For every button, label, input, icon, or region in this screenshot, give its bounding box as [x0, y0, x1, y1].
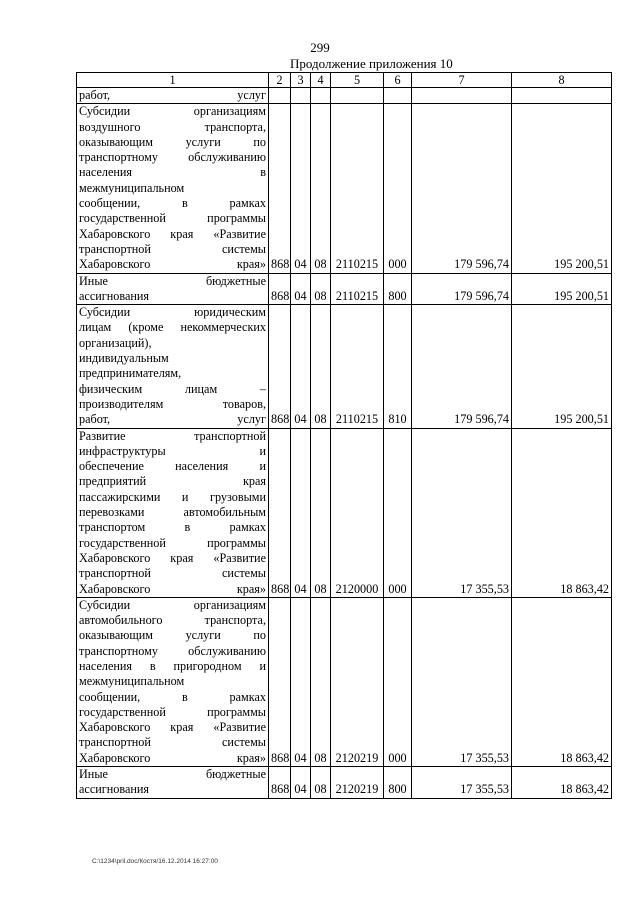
amount-2015-cell: 17 355,53 — [412, 767, 512, 799]
expense-type-cell: 000 — [384, 428, 412, 597]
item-name-line: ассигнования — [79, 288, 150, 303]
item-name-line: транспортной системы — [79, 241, 266, 256]
item-name-line: Иные бюджетные — [79, 767, 266, 782]
item-name-line: Развитие транспортной — [79, 428, 266, 443]
table-row — [77, 273, 612, 305]
table-row — [77, 767, 612, 799]
section-cell: 04 — [291, 273, 311, 305]
item-name-line: сообщении, в рамках — [79, 689, 266, 704]
section-cell: 04 — [291, 104, 311, 273]
amount-2016-cell: 195 200,51 — [512, 273, 612, 305]
item-name-line: государственной программы — [79, 535, 266, 550]
admin-code-cell: 868 — [269, 305, 291, 428]
subsection-cell: 08 — [311, 428, 331, 597]
item-name-cell — [77, 104, 269, 273]
section-cell: 04 — [291, 305, 311, 428]
item-name-line: ассигнования — [79, 782, 150, 797]
item-name-line: лицам (кроме некоммерческих — [79, 320, 266, 335]
item-name-line: предприятий края — [79, 474, 266, 489]
table-row — [77, 428, 612, 597]
item-name-line: оказывающим услуги по — [79, 628, 266, 643]
column-header: 4 — [311, 73, 331, 88]
target-article-cell: 2120000 — [331, 428, 384, 597]
admin-code-cell: 868 — [269, 597, 291, 766]
item-name-line: сообщении, в рамках — [79, 196, 266, 211]
amount-2016-cell: 195 200,51 — [512, 305, 612, 428]
amount-2016-cell — [512, 88, 612, 104]
item-name-line: Хабаровского края «Развитие — [79, 720, 266, 735]
item-name-line: воздушного транспорта, — [79, 119, 266, 134]
admin-code-cell: 868 — [269, 428, 291, 597]
subsection-cell: 08 — [311, 597, 331, 766]
amount-2015-cell — [412, 88, 512, 104]
subsection-cell: 08 — [311, 305, 331, 428]
item-name-line: автомобильного транспорта, — [79, 613, 266, 628]
item-name-cell — [77, 88, 269, 104]
header-row — [77, 73, 612, 88]
item-name-cell — [77, 428, 269, 597]
item-name-cell — [77, 597, 269, 766]
item-name-line: транспортной системы — [79, 566, 266, 581]
table-row — [77, 305, 612, 428]
admin-code-cell: 868 — [269, 767, 291, 799]
item-name-line: Хабаровского края» — [79, 581, 266, 596]
item-name-line: пассажирскими и грузовыми — [79, 489, 266, 504]
item-name-cell — [77, 273, 269, 305]
item-name-line: перевозками автомобильным — [79, 505, 266, 520]
column-header: 2 — [269, 73, 291, 88]
item-name-line: физическим лицам – — [79, 381, 266, 396]
target-article-cell — [331, 88, 384, 104]
item-name-line: Хабаровского края «Развитие — [79, 550, 266, 565]
expense-type-cell: 800 — [384, 273, 412, 305]
section-cell — [291, 88, 311, 104]
amount-2015-cell: 17 355,53 — [412, 428, 512, 597]
item-name-line: Субсидии юридическим — [79, 305, 266, 320]
expense-type-cell: 000 — [384, 104, 412, 273]
item-name-line: обеспечение населения и — [79, 459, 266, 474]
item-name-line: межмуниципальном — [79, 180, 185, 195]
amount-2015-cell: 179 596,74 — [412, 104, 512, 273]
item-name-line: Хабаровского края» — [79, 750, 266, 765]
amount-2015-cell: 179 596,74 — [412, 305, 512, 428]
item-name-cell — [77, 305, 269, 428]
table-row — [77, 88, 612, 104]
section-cell: 04 — [291, 597, 311, 766]
column-header: 7 — [412, 73, 512, 88]
section-cell: 04 — [291, 428, 311, 597]
item-name-line: населения в — [79, 165, 266, 180]
continuation-caption: Продолжение приложения 10 — [290, 56, 453, 71]
item-name-line: населения в пригородном и — [79, 658, 266, 673]
item-name-line: индивидуальным — [79, 351, 169, 366]
item-name-line: транспортному обслуживанию — [79, 643, 266, 658]
item-name-line: транспортом в рамках — [79, 520, 266, 535]
table-row — [77, 104, 612, 273]
item-name-line: инфраструктуры и — [79, 443, 266, 458]
admin-code-cell: 868 — [269, 273, 291, 305]
amount-2015-cell: 17 355,53 — [412, 597, 512, 766]
item-name-line: оказывающим услуги по — [79, 134, 266, 149]
target-article-cell: 2120219 — [331, 767, 384, 799]
file-path-footer: C:\1234\pril.doc/Костя/16.12.2014 16:27:00 — [92, 858, 218, 865]
page-number: 299 — [310, 40, 330, 55]
item-name-line: Субсидии организациям — [79, 597, 266, 612]
column-header: 3 — [291, 73, 311, 88]
item-name-cell — [77, 767, 269, 799]
target-article-cell: 2120219 — [331, 597, 384, 766]
amount-2016-cell: 195 200,51 — [512, 104, 612, 273]
item-name-line: государственной программы — [79, 211, 266, 226]
column-header: 1 — [77, 73, 269, 88]
expense-type-cell: 800 — [384, 767, 412, 799]
amount-2016-cell: 18 863,42 — [512, 767, 612, 799]
amount-2016-cell: 18 863,42 — [512, 597, 612, 766]
target-article-cell: 2110215 — [331, 104, 384, 273]
amount-2016-cell: 18 863,42 — [512, 428, 612, 597]
subsection-cell: 08 — [311, 273, 331, 305]
item-name-line: государственной программы — [79, 704, 266, 719]
item-name-line: организаций), — [79, 335, 152, 350]
subsection-cell: 08 — [311, 104, 331, 273]
subsection-cell: 08 — [311, 767, 331, 799]
expense-type-cell: 810 — [384, 305, 412, 428]
item-name-line: Хабаровского края «Развитие — [79, 226, 266, 241]
admin-code-cell — [269, 88, 291, 104]
item-name-line: работ, услуг — [79, 412, 266, 427]
item-name-line: Иные бюджетные — [79, 273, 266, 288]
subsection-cell — [311, 88, 331, 104]
column-header: 8 — [512, 73, 612, 88]
item-name-line: межмуниципальном — [79, 674, 185, 689]
item-name-line: работ, услуг — [79, 88, 266, 102]
target-article-cell: 2110215 — [331, 273, 384, 305]
table-row — [77, 597, 612, 766]
column-header: 6 — [384, 73, 412, 88]
target-article-cell: 2110215 — [331, 305, 384, 428]
item-name-line: транспортной системы — [79, 735, 266, 750]
section-cell: 04 — [291, 767, 311, 799]
item-name-line: Хабаровского края» — [79, 257, 266, 272]
item-name-line: Субсидии организациям — [79, 104, 266, 119]
column-header: 5 — [331, 73, 384, 88]
item-name-line: предпринимателям, — [79, 366, 182, 381]
budget-table — [76, 72, 612, 799]
admin-code-cell: 868 — [269, 104, 291, 273]
item-name-line: транспортному обслуживанию — [79, 150, 266, 165]
expense-type-cell — [384, 88, 412, 104]
expense-type-cell: 000 — [384, 597, 412, 766]
amount-2015-cell: 179 596,74 — [412, 273, 512, 305]
item-name-line: производителям товаров, — [79, 396, 266, 411]
